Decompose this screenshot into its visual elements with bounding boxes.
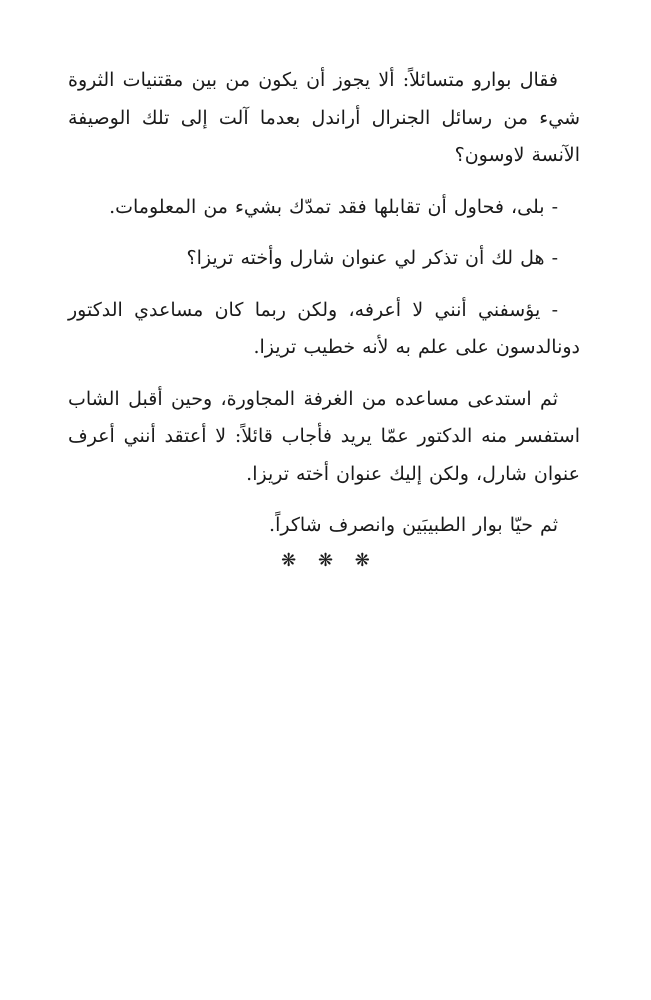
section-separator	[0, 550, 651, 571]
asterism-icon: ❋	[281, 550, 297, 571]
paragraph-3: - هل لك أن تذكر لي عنوان شارل وأخته تريزا؟	[186, 247, 558, 269]
asterism-icon: ❋	[317, 550, 334, 571]
paragraph-1: فقال بوارو متسائلاً: ألا يجوز أن يكون من بين مقتنيات الثروة شيء من رسائل الجنرال أراندل بعدما آلت إلى تلك الوصيفة الآنسة لاوسون؟	[68, 69, 580, 166]
paragraph-6: ثم حيّا بوار الطبيبَين وانصرف شاكراً.	[269, 514, 558, 536]
paragraph-5: ثم استدعى مساعده من الغرفة المجاورة، وحين أقبل الشاب استفسر منه الدكتور عمّا يريد فأجاب قائلاً: لا أعتقد أنني أعرف عنوان شارل، ولكن إليك عنوان أخته تريزا.	[68, 387, 580, 485]
asterism-icon: ❋	[354, 550, 370, 571]
page-body	[68, 62, 580, 559]
paragraph-4: - يؤسفني أنني لا أعرفه، ولكن ربما كان مساعدي الدكتور دونالدسون على علم به لأنه خطيب تريزا.	[68, 298, 580, 358]
paragraph-2: - بلى، فحاول أن تقابلها فقد تمدّك بشيء من المعلومات.	[109, 195, 558, 218]
